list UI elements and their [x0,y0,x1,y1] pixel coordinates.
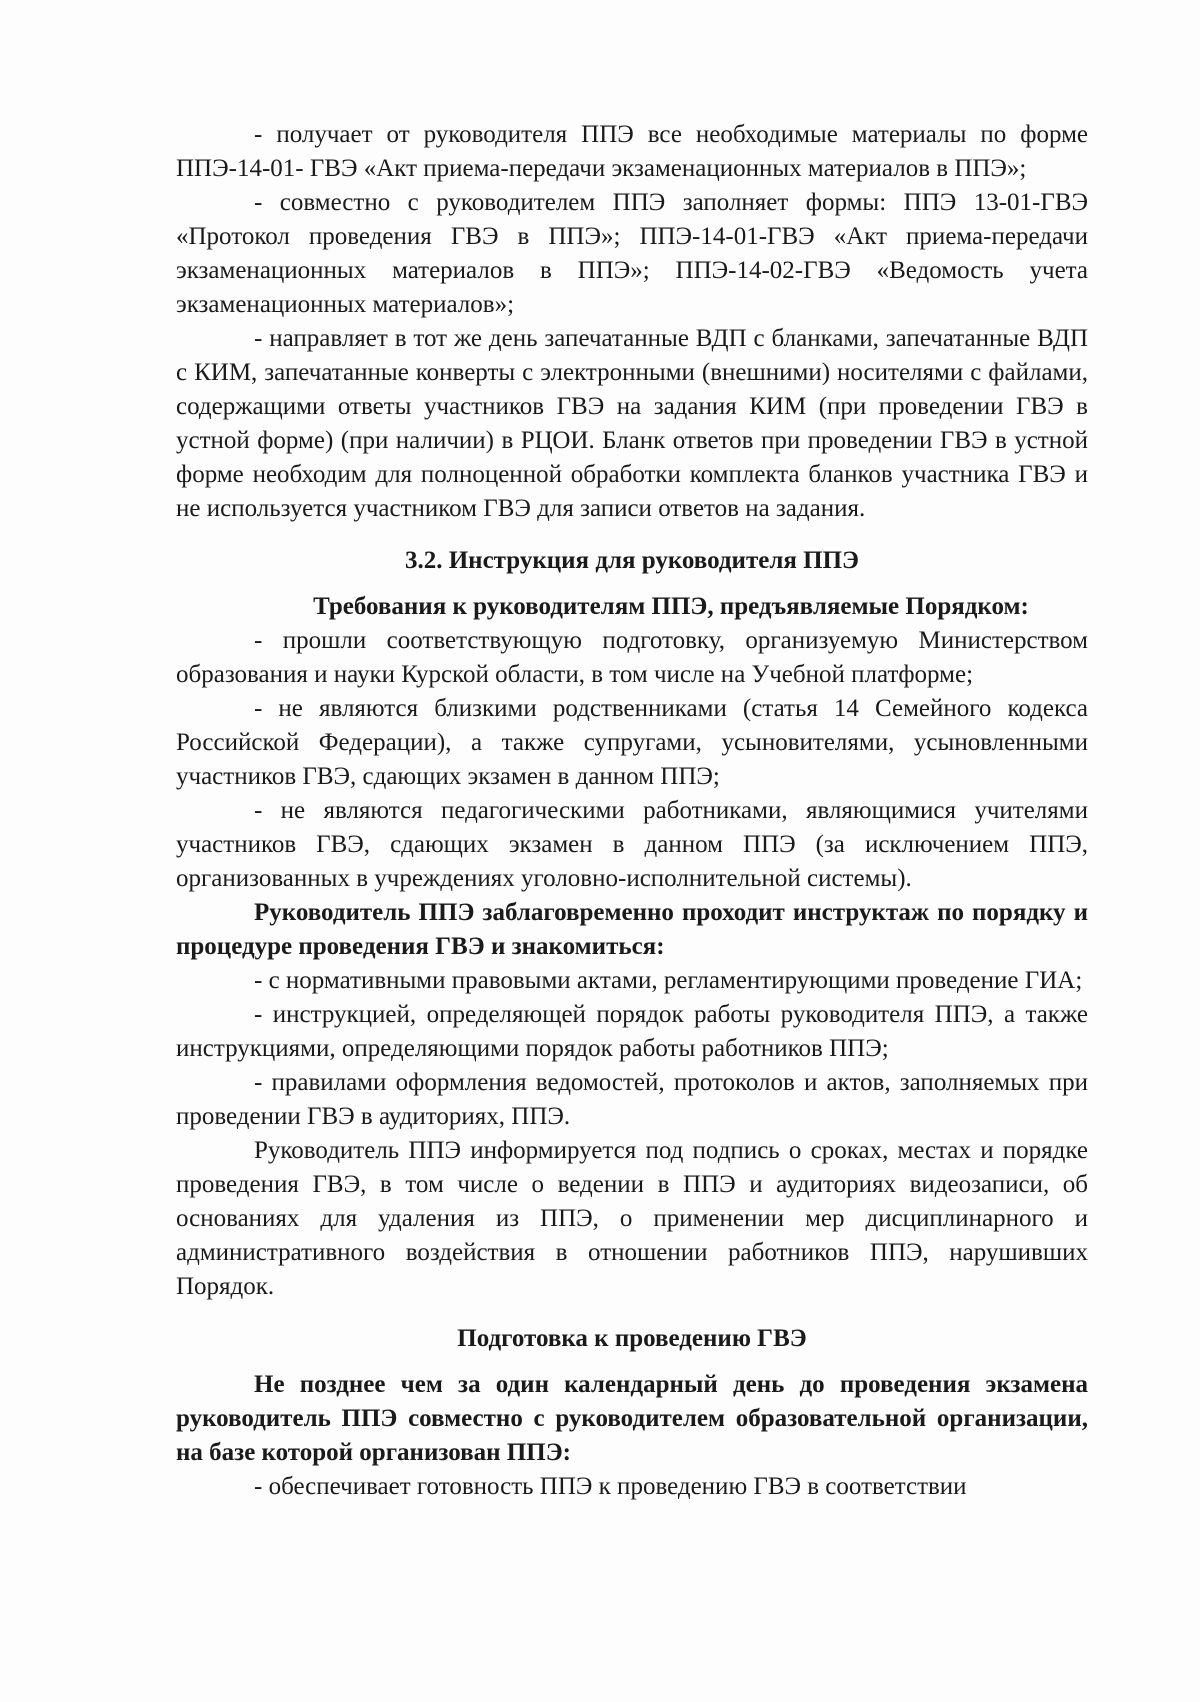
prep-title: Подготовка к проведению ГВЭ [457,1325,807,1352]
briefing-heading: Руководитель ППЭ заблаговременно проходит инструктаж по порядку и процедуре проведения ГВЭ и знакомиться: [176,899,1088,960]
section-title: 3.2. Инструкция для руководителя ППЭ [404,547,859,574]
paragraph-receive-materials: - получает от руководителя ППЭ все необходимые материалы по форме ППЭ-14-01- ГВЭ «Акт приема-передачи экзаменационных материалов в ППЭ»; [176,121,1088,182]
spacer [176,526,1088,532]
paragraph-fill-forms: - совместно с руководителем ППЭ заполняет формы: ППЭ 13-01-ГВЭ «Протокол проведения ГВЭ в ППЭ»; ППЭ-14-01-ГВЭ «Акт приема-передачи экзаменационных материалов в ППЭ»; ППЭ-14-02-ГВЭ «Ведомость учета экзаменационных материалов»; [176,189,1088,318]
informed-paragraph: Руководитель ППЭ информируется под подпись о сроках, местах и порядке проведения ГВЭ, в том числе о ведении в ППЭ и аудиториях видеозаписи, об основаниях для удаления из ППЭ, о применении мер дисциплинарного и административного воздействия в отношении работников ППЭ, нарушивших Порядок. [176,1137,1088,1300]
document-body [176,118,1088,1504]
briefing-item: - с нормативными правовыми актами, регламентирующими проведение ГИА; [254,967,1083,994]
briefing-item: - инструкцией, определяющей порядок работы руководителя ППЭ, а также инструкциями, определяющими порядок работы работников ППЭ; [176,1001,1088,1062]
requirement-item: - прошли соответствующую подготовку, организуемую Министерством образования и науки Курской области, в том числе на Учебной платформе; [176,627,1088,688]
paragraph-send-to-rcoi: - направляет в тот же день запечатанные ВДП с бланками, запечатанные ВДП с КИМ, запечатанные конверты с электронными (внешними) носителями с файлами, содержащими ответы участников ГВЭ на задания КИМ (при проведении ГВЭ в устной форме) (при наличии) в РЦОИ. Бланк ответов при проведении ГВЭ в устной форме необходим для полноценной обработки комплекта бланков участника ГВЭ и не используется участником ГВЭ для записи ответов на задания. [176,325,1088,522]
briefing-item: - правилами оформления ведомостей, протоколов и актов, заполняемых при проведении ГВЭ в аудиториях, ППЭ. [176,1069,1088,1130]
spacer [176,1304,1088,1310]
requirement-item: - не являются педагогическими работниками, являющимися учителями участников ГВЭ, сдающих экзамен в данном ППЭ (за исключением ППЭ, организованных в учреждениях уголовно-исполнительной системы). [176,797,1088,892]
requirements-heading: Требования к руководителям ППЭ, предъявляемые Порядком: [313,593,1029,620]
prep-heading: Не позднее чем за один календарный день до проведения экзамена руководитель ППЭ совместно с руководителем образовательной организации, на базе которой организован ППЭ: [176,1371,1088,1466]
requirement-item: - не являются близкими родственниками (статья 14 Семейного кодекса Российской Федерации), а также супругами, усыновителями, усыновленными участников ГВЭ, сдающих экзамен в данном ППЭ; [176,695,1088,790]
prep-item: - обеспечивает готовность ППЭ к проведению ГВЭ в соответствии [254,1473,967,1500]
